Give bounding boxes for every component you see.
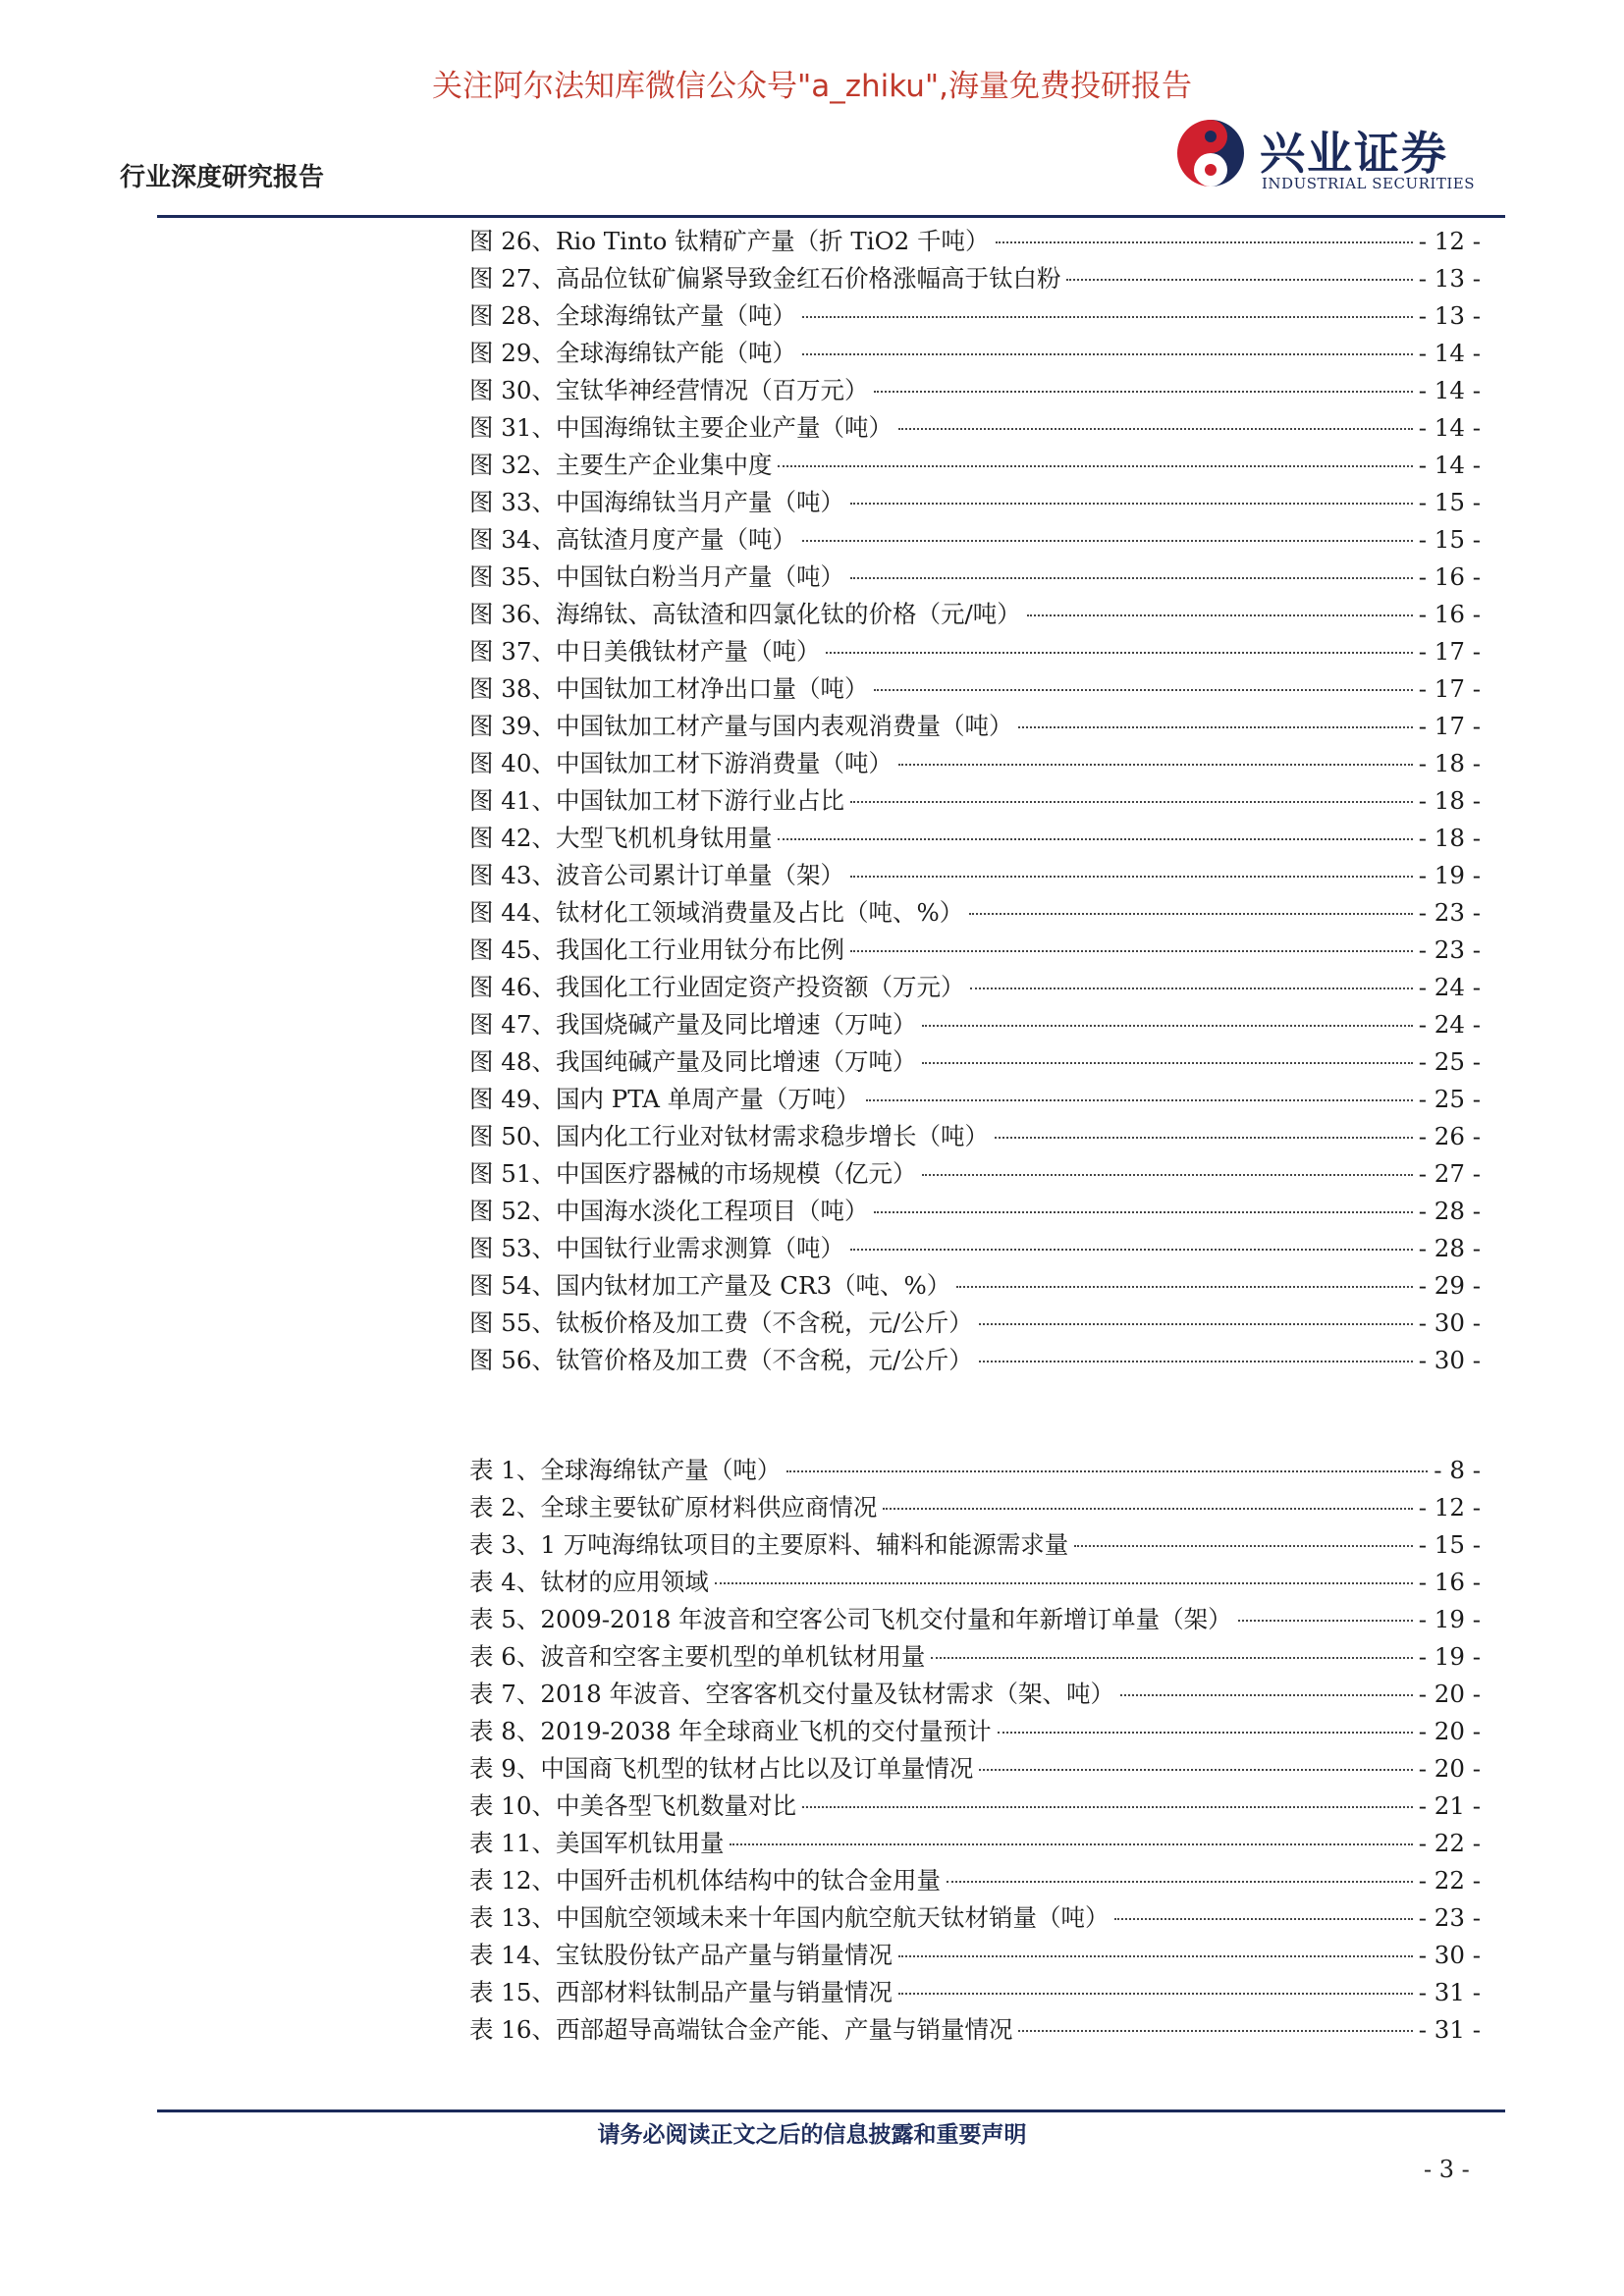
dot-leader	[931, 1657, 1412, 1659]
figure-entry-page: - 17 -	[1418, 674, 1481, 703]
figure-entry-label: 图 48、我国纯碱产量及同比增速（万吨）	[469, 1047, 917, 1076]
figure-entry[interactable]	[469, 932, 1481, 969]
table-entry-label: 表 3、1 万吨海绵钛项目的主要原料、辅料和能源需求量	[469, 1530, 1069, 1559]
table-entry[interactable]	[469, 1937, 1481, 1974]
figure-entry[interactable]	[469, 670, 1481, 708]
figure-entry-label: 图 56、钛管价格及加工费（不含税，元/公斤）	[469, 1346, 973, 1374]
logo-chinese-name: 兴业证券	[1260, 127, 1448, 180]
header-rule	[157, 215, 1505, 218]
table-entry[interactable]	[469, 2011, 1481, 2049]
dot-leader	[786, 1470, 1428, 1472]
table-entry[interactable]	[469, 1601, 1481, 1638]
figure-entry-page: - 25 -	[1418, 1085, 1481, 1113]
figure-entry-page: - 23 -	[1418, 935, 1481, 964]
table-entry[interactable]	[469, 1638, 1481, 1676]
figure-entry-page: - 14 -	[1418, 451, 1481, 479]
figure-entry-page: - 28 -	[1418, 1234, 1481, 1262]
figure-entry[interactable]	[469, 372, 1481, 409]
figure-entry[interactable]	[469, 1155, 1481, 1193]
figure-entry-page: - 13 -	[1418, 301, 1481, 330]
table-entry[interactable]	[469, 1713, 1481, 1750]
figure-entry-label: 图 42、大型飞机机身钛用量	[469, 824, 773, 852]
dot-leader	[1027, 614, 1413, 616]
dot-leader	[874, 391, 1412, 393]
dot-leader	[979, 1769, 1412, 1771]
table-entry-label: 表 5、2009-2018 年波音和空客公司飞机交付量和年新增订单量（架）	[469, 1605, 1232, 1633]
figure-entry-label: 图 35、中国钛白粉当月产量（吨）	[469, 562, 844, 591]
figure-entry-page: - 17 -	[1418, 637, 1481, 666]
figure-entry-label: 图 39、中国钛加工材产量与国内表观消费量（吨）	[469, 712, 1013, 740]
dot-leader	[922, 1174, 1412, 1176]
figure-entry-page: - 28 -	[1418, 1197, 1481, 1225]
figure-entry-page: - 17 -	[1418, 712, 1481, 740]
figure-entry-label: 图 30、宝钛华神经营情况（百万元）	[469, 376, 869, 404]
dot-leader	[883, 1508, 1412, 1510]
table-entry-page: - 20 -	[1418, 1680, 1481, 1708]
dot-leader	[802, 353, 1413, 355]
dot-leader	[850, 1249, 1413, 1251]
dot-leader	[850, 503, 1413, 505]
figure-entry-label: 图 36、海绵钛、高钛渣和四氯化钛的价格（元/吨）	[469, 600, 1021, 628]
figure-entry-label: 图 28、全球海绵钛产量（吨）	[469, 301, 796, 330]
figure-entry[interactable]	[469, 559, 1481, 596]
figure-entry[interactable]	[469, 633, 1481, 670]
figure-entry[interactable]	[469, 409, 1481, 447]
figure-entry-page: - 15 -	[1418, 525, 1481, 554]
table-entry[interactable]	[469, 1489, 1481, 1526]
figure-entry-label: 图 40、中国钛加工材下游消费量（吨）	[469, 749, 893, 777]
dot-leader	[995, 1137, 1413, 1139]
figure-entry-label: 图 26、Rio Tinto 钛精矿产量（折 TiO2 千吨）	[469, 227, 990, 255]
table-entry[interactable]	[469, 1676, 1481, 1713]
figure-entry-label: 图 47、我国烧碱产量及同比增速（万吨）	[469, 1010, 917, 1039]
dot-leader	[1114, 1918, 1412, 1920]
logo-english-name: INDUSTRIAL SECURITIES	[1262, 175, 1475, 192]
dot-leader	[778, 465, 1412, 467]
table-entry-page: - 12 -	[1418, 1493, 1481, 1522]
figure-entry-label: 图 49、国内 PTA 单周产量（万吨）	[469, 1085, 860, 1113]
figure-entry[interactable]	[469, 223, 1481, 260]
figure-entry[interactable]	[469, 521, 1481, 559]
dot-leader	[874, 689, 1412, 691]
figure-entry[interactable]	[469, 1043, 1481, 1081]
table-entry[interactable]	[469, 1862, 1481, 1899]
table-entry-label: 表 1、全球海绵钛产量（吨）	[469, 1456, 782, 1484]
table-entry-label: 表 8、2019-2038 年全球商业飞机的交付量预计	[469, 1717, 992, 1745]
figure-entry[interactable]	[469, 782, 1481, 820]
figure-entry[interactable]	[469, 297, 1481, 335]
figure-entry[interactable]	[469, 1081, 1481, 1118]
figure-entry-page: - 14 -	[1418, 376, 1481, 404]
dot-leader	[850, 876, 1413, 878]
dot-leader	[898, 1955, 1413, 1957]
table-entry-page: - 31 -	[1418, 2015, 1481, 2044]
figure-entry-page: - 18 -	[1418, 786, 1481, 815]
figure-entry[interactable]	[469, 1118, 1481, 1155]
dot-leader	[850, 577, 1413, 579]
dot-leader	[802, 316, 1413, 318]
figure-entry-page: - 27 -	[1418, 1159, 1481, 1188]
figure-entry-page: - 16 -	[1418, 562, 1481, 591]
figure-entry-label: 图 37、中日美俄钛材产量（吨）	[469, 637, 821, 666]
figure-entry[interactable]	[469, 447, 1481, 484]
figure-entry-label: 图 29、全球海绵钛产能（吨）	[469, 339, 796, 367]
dot-leader	[866, 1099, 1413, 1101]
figure-entry[interactable]	[469, 969, 1481, 1006]
figure-entry-page: - 12 -	[1418, 227, 1481, 255]
figure-entry-label: 图 51、中国医疗器械的市场规模（亿元）	[469, 1159, 917, 1188]
figure-list	[469, 223, 1481, 1379]
figure-entry-page: - 26 -	[1418, 1122, 1481, 1150]
dot-leader	[898, 428, 1413, 430]
table-entry-label: 表 11、美国军机钛用量	[469, 1829, 725, 1857]
dot-leader	[1074, 1545, 1412, 1547]
figure-entry-page: - 18 -	[1418, 824, 1481, 852]
figure-entry-label: 图 31、中国海绵钛主要企业产量（吨）	[469, 413, 893, 442]
figure-entry-page: - 29 -	[1418, 1271, 1481, 1300]
table-entry-page: - 30 -	[1418, 1941, 1481, 1969]
dot-leader	[826, 652, 1412, 654]
dot-leader	[898, 764, 1413, 766]
table-entry-page: - 22 -	[1418, 1829, 1481, 1857]
table-entry-label: 表 14、宝钛股份钛产品产量与销量情况	[469, 1941, 893, 1969]
figure-entry-label: 图 53、中国钛行业需求测算（吨）	[469, 1234, 844, 1262]
figure-entry-label: 图 46、我国化工行业固定资产投资额（万元）	[469, 973, 965, 1001]
figure-entry-page: - 13 -	[1418, 264, 1481, 293]
figure-entry[interactable]	[469, 596, 1481, 633]
figure-entry[interactable]	[469, 1305, 1481, 1342]
table-entry-label: 表 10、中美各型飞机数量对比	[469, 1791, 796, 1820]
table-list	[469, 1452, 1481, 2049]
table-entry-page: - 20 -	[1418, 1717, 1481, 1745]
dot-leader	[898, 1993, 1413, 1995]
table-entry[interactable]	[469, 1526, 1481, 1564]
table-entry[interactable]	[469, 1750, 1481, 1788]
figure-entry[interactable]	[469, 1267, 1481, 1305]
table-entry[interactable]	[469, 1825, 1481, 1862]
table-entry[interactable]	[469, 1899, 1481, 1937]
dot-leader	[730, 1843, 1412, 1845]
dot-leader	[802, 1806, 1413, 1808]
dot-leader	[1066, 279, 1412, 281]
promo-banner: 关注阿尔法知库微信公众号"a_zhiku",海量免费投研报告	[431, 69, 1193, 104]
figure-entry-page: - 24 -	[1418, 1010, 1481, 1039]
figure-entry-label: 图 55、钛板价格及加工费（不含税，元/公斤）	[469, 1308, 973, 1337]
dot-leader	[778, 838, 1412, 840]
dot-leader	[979, 1361, 1413, 1362]
figure-entry-label: 图 41、中国钛加工材下游行业占比	[469, 786, 844, 815]
figure-entry-label: 图 54、国内钛材加工产量及 CR3（吨、%）	[469, 1271, 951, 1300]
figure-entry-page: - 15 -	[1418, 488, 1481, 516]
footer-disclaimer: 请务必阅读正文之后的信息披露和重要声明	[597, 2122, 1027, 2148]
figure-entry-page: - 14 -	[1418, 339, 1481, 367]
dot-leader	[922, 1062, 1412, 1064]
figure-entry[interactable]	[469, 894, 1481, 932]
figure-entry-label: 图 50、国内化工行业对钛材需求稳步增长（吨）	[469, 1122, 989, 1150]
table-entry-label: 表 4、钛材的应用领域	[469, 1568, 709, 1596]
dot-leader	[874, 1211, 1412, 1213]
report-type-title: 行业深度研究报告	[120, 163, 325, 192]
table-entry[interactable]	[469, 1452, 1481, 1489]
figure-entry[interactable]	[469, 745, 1481, 782]
figure-entry-label: 图 38、中国钛加工材净出口量（吨）	[469, 674, 869, 703]
dot-leader	[947, 1881, 1413, 1883]
table-entry-page: - 23 -	[1418, 1903, 1481, 1932]
table-entry-page: - 31 -	[1418, 1978, 1481, 2006]
dot-leader	[802, 540, 1413, 542]
table-entry-page: - 8 -	[1434, 1456, 1481, 1484]
figure-entry-label: 图 27、高品位钛矿偏紧导致金红石价格涨幅高于钛白粉	[469, 264, 1061, 293]
table-entry-page: - 19 -	[1418, 1605, 1481, 1633]
figure-entry-page: - 19 -	[1418, 861, 1481, 889]
dot-leader	[1018, 2030, 1412, 2032]
footer-rule	[157, 2109, 1505, 2112]
figure-entry[interactable]	[469, 484, 1481, 521]
table-entry-page: - 22 -	[1418, 1866, 1481, 1895]
table-entry-page: - 20 -	[1418, 1754, 1481, 1783]
figure-entry[interactable]	[469, 335, 1481, 372]
dot-leader	[979, 1323, 1413, 1325]
table-entry-page: - 21 -	[1418, 1791, 1481, 1820]
dot-leader	[969, 913, 1412, 915]
table-entry-label: 表 15、西部材料钛制品产量与销量情况	[469, 1978, 893, 2006]
figure-entry[interactable]	[469, 1193, 1481, 1230]
figure-entry-page: - 14 -	[1418, 413, 1481, 442]
figure-entry-label: 图 52、中国海水淡化工程项目（吨）	[469, 1197, 869, 1225]
figure-entry[interactable]	[469, 260, 1481, 297]
table-entry[interactable]	[469, 1974, 1481, 2011]
figure-entry-page: - 23 -	[1418, 898, 1481, 927]
dot-leader	[1238, 1620, 1413, 1622]
company-logo	[1173, 116, 1507, 194]
table-entry-label: 表 9、中国商飞机型的钛材占比以及订单量情况	[469, 1754, 974, 1783]
company-logo-icon	[1173, 116, 1248, 190]
dot-leader	[715, 1582, 1413, 1584]
dot-leader	[1120, 1694, 1413, 1696]
figure-entry-label: 图 43、波音公司累计订单量（架）	[469, 861, 844, 889]
table-entry-page: - 19 -	[1418, 1642, 1481, 1671]
table-entry[interactable]	[469, 1564, 1481, 1601]
table-entry[interactable]	[469, 1788, 1481, 1825]
figure-entry[interactable]	[469, 1230, 1481, 1267]
table-entry-label: 表 2、全球主要钛矿原材料供应商情况	[469, 1493, 878, 1522]
figure-entry-page: - 30 -	[1418, 1308, 1481, 1337]
dot-leader	[1018, 726, 1412, 728]
figure-entry[interactable]	[469, 1006, 1481, 1043]
figure-entry-page: - 18 -	[1418, 749, 1481, 777]
dot-leader	[922, 1025, 1412, 1027]
dot-leader	[850, 950, 1413, 952]
page-number: - 3 -	[1424, 2156, 1470, 2183]
dot-leader	[970, 988, 1412, 989]
table-entry-label: 表 7、2018 年波音、空客客机交付量及钛材需求（架、吨）	[469, 1680, 1115, 1708]
table-entry-label: 表 12、中国歼击机机体结构中的钛合金用量	[469, 1866, 941, 1895]
figure-entry-label: 图 44、钛材化工领域消费量及占比（吨、%）	[469, 898, 964, 927]
figure-entry[interactable]	[469, 1342, 1481, 1379]
table-entry-label: 表 6、波音和空客主要机型的单机钛材用量	[469, 1642, 926, 1671]
table-entry-page: - 15 -	[1418, 1530, 1481, 1559]
figure-entry-label: 图 33、中国海绵钛当月产量（吨）	[469, 488, 844, 516]
dot-leader	[956, 1286, 1412, 1288]
figure-entry-page: - 16 -	[1418, 600, 1481, 628]
figure-entry-label: 图 45、我国化工行业用钛分布比例	[469, 935, 844, 964]
dot-leader	[996, 241, 1413, 243]
dot-leader	[850, 801, 1413, 803]
figure-entry[interactable]	[469, 708, 1481, 745]
figure-entry-page: - 30 -	[1418, 1346, 1481, 1374]
dot-leader	[998, 1732, 1413, 1734]
figure-entry[interactable]	[469, 857, 1481, 894]
figure-entry-page: - 24 -	[1418, 973, 1481, 1001]
figure-entry-label: 图 34、高钛渣月度产量（吨）	[469, 525, 796, 554]
table-entry-page: - 16 -	[1418, 1568, 1481, 1596]
table-entry-label: 表 16、西部超导高端钛合金产能、产量与销量情况	[469, 2015, 1013, 2044]
figure-entry[interactable]	[469, 820, 1481, 857]
table-entry-label: 表 13、中国航空领域未来十年国内航空航天钛材销量（吨）	[469, 1903, 1110, 1932]
figure-entry-label: 图 32、主要生产企业集中度	[469, 451, 773, 479]
figure-entry-page: - 25 -	[1418, 1047, 1481, 1076]
